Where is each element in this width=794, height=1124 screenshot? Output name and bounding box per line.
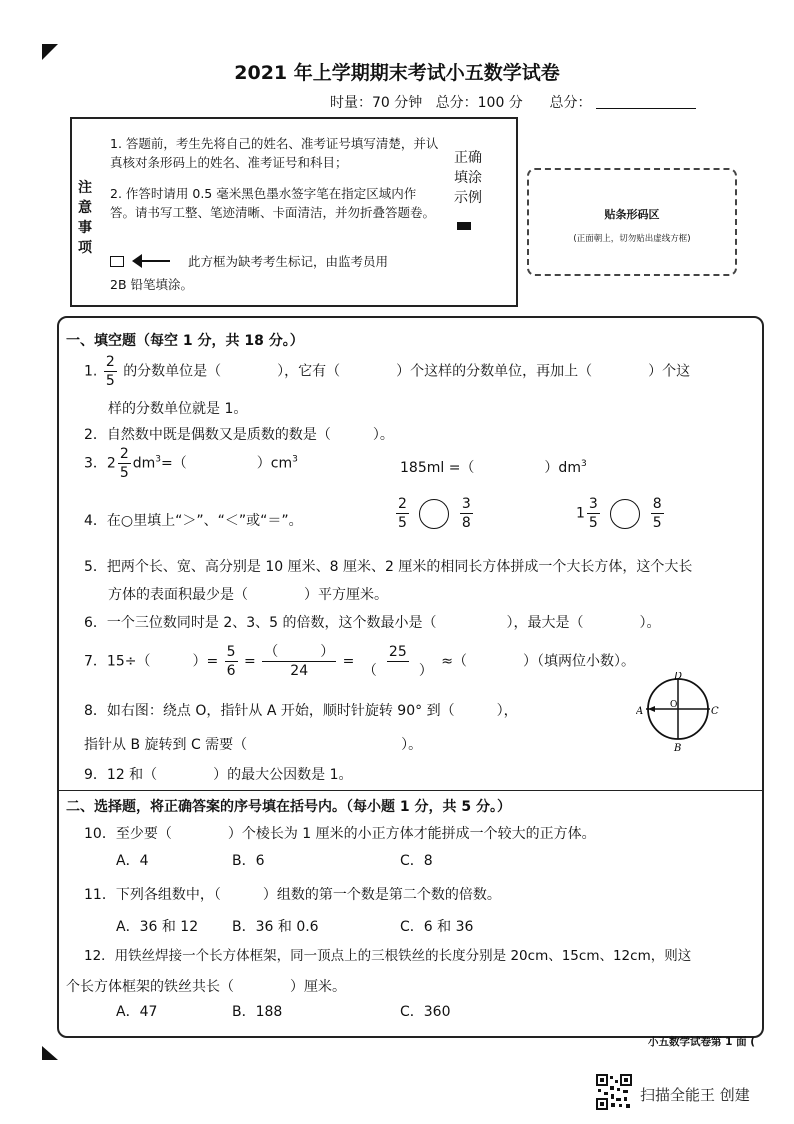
q4-frac-c [587,497,600,530]
q4-frac-d [651,497,664,530]
q7-frac-2 [262,645,336,678]
q7-frac-3 [361,645,435,678]
corner-mark-bottom [42,1046,58,1060]
frac-den: 5 [588,515,598,531]
pointer-arrow-icon [648,706,655,712]
question-5: 5．把两个长、宽、高分别是 10 厘米、8 厘米、2 厘米的相同长方体拼成一个大长方体，这个大长 [84,559,693,575]
question-8-cont: 指针从 B 旋转到 C 需要（ ）。 [84,737,423,753]
q1-text: 的分数单位是（ ），它有（ ）个这样的分数单位，再加上（ ）个这 [123,363,691,380]
q3-sup: 3 [155,454,162,465]
q3-number: 3． [84,455,107,472]
q7-end: ≈（ ）（填两位小数）。 [441,653,636,670]
frac-num: 3 [461,496,471,512]
q4-frac-b [460,497,473,530]
question-3 [84,447,298,480]
compare-circle[interactable] [419,499,449,529]
barcode-area [527,168,737,276]
q3-sup: 3 [292,454,298,465]
sample-label-line: 正确 [454,150,482,166]
absent-mark-text-2: 2B 铅笔填涂。 [110,277,194,292]
notice-vertical-label [78,178,96,258]
frac-den: 8 [461,515,471,531]
qr-code-icon [596,1074,632,1110]
frac-den: 6 [226,663,236,679]
frac-num: 2 [105,354,115,370]
score-label: 总分： [549,95,592,111]
frac-num: （ ） [264,644,335,660]
q10-option-c[interactable]: C．8 [400,853,433,869]
equals-sign: = [342,653,355,670]
sample-label-line: 示例 [454,190,482,206]
q4-compare-2 [576,497,666,530]
q3b-equation: 185ml =（ ）dm [400,460,581,476]
frac-num: 8 [652,496,662,512]
barcode-note: (正面朝上，切勿贴出虚线方框) [573,234,691,244]
q11-option-c[interactable]: C．6 和 36 [400,919,474,935]
notice-char: 项 [78,240,92,256]
score-blank[interactable] [596,95,696,109]
question-11: 11．下列各组数中，（ ）组数的第一个数是第二个数的倍数。 [84,887,501,903]
section1-heading: 一、填空题（每空 1 分，共 18 分。） [66,333,304,349]
question-1 [84,355,690,388]
q1-number: 1. [84,363,98,380]
question-12-cont: 个长方体框架的铁丝共长（ ）厘米。 [66,979,346,995]
notice-item-2: 2. 作答时请用 0.5 毫米黑色墨水签字笔在指定区域内作答。请书写工整、笔迹清晰、卡面清洁，并勿折叠答题卷。 [110,186,436,220]
sample-label-line: 填涂 [454,170,482,186]
question-6: 6．一个三位数同时是 2、3、5 的倍数，这个数最小是（ ），最大是（ ）。 [84,615,661,631]
q12-option-a[interactable]: A．47 [116,1004,158,1020]
q3-whole: 2 [106,455,116,472]
equals-sign: = [244,653,256,670]
barcode-title: 贴条形码区 [604,208,660,221]
q4-frac-a [396,497,409,530]
question-12: 12．用铁丝焊接一个长方体框架，同一顶点上的三根铁丝的长度分别是 20cm、15cm、12cm，则这 [84,948,692,964]
exam-info [330,92,696,112]
label-a: A [636,706,644,717]
notice-item-1: 1. 答题前，考生先将自己的姓名、准考证号填写清楚，并认真核对条形码上的姓名、准考证号和科目； [110,136,439,170]
q4-whole: 1 [576,505,585,522]
compare-circle[interactable] [610,499,640,529]
question-1-cont: 样的分数单位就是 1。 [108,401,248,417]
frac-den: 5 [398,515,407,531]
frac-den: 5 [105,373,115,389]
question-10: 10．至少要（ ）个棱长为 1 厘米的小正方体才能拼成一个较大的正方体。 [84,826,596,842]
q11-option-a[interactable]: A．36 和 12 [116,919,199,935]
label-o: O [670,700,678,710]
frac-num: 2 [398,496,407,512]
question-4: 4．在○里填上“＞”、“＜”或“＝”。 [84,513,303,529]
notice-char: 意 [78,200,92,216]
q12-option-b[interactable]: B．188 [232,1004,283,1020]
label-c: C [711,706,719,717]
frac-den: 24 [290,663,309,679]
q7-start: 7．15÷（ ）= [84,653,219,670]
q7-frac-1 [225,645,238,678]
label-d: D [674,672,683,682]
q10-option-a[interactable]: A．4 [116,853,149,869]
question-2: 2．自然数中既是偶数又是质数的数是（ ）。 [84,427,394,443]
time-label: 时量：70 分钟 [330,95,423,111]
sample-label [450,148,486,208]
frac-num: 3 [588,496,598,512]
section-divider [57,790,764,791]
q11-option-b[interactable]: B．36 和 0.6 [232,919,319,935]
absent-mark-text: 此方框为缺考考生标记，由监考员用 [187,254,388,269]
frac-num: 2 [119,446,129,462]
page-footer: 小五数学试卷第 1 面 ( [648,1036,756,1048]
question-5-cont: 方体的表面积最少是（ ）平方厘米。 [108,587,388,603]
question-7 [84,645,635,678]
q3-unit: dm [132,455,156,472]
notice-char: 注 [78,180,92,196]
exam-title: 2021 年上学期期末考试小五数学试卷 [234,62,560,84]
q3-sup: 3 [580,459,587,469]
label-b: B [674,743,682,754]
q4-compare-1 [394,497,475,530]
q1-fraction [104,355,117,388]
question-3b [400,457,587,477]
q12-option-c[interactable]: C．360 [400,1004,451,1020]
clock-diagram [636,672,722,756]
question-8: 8．如右图：绕点 O，指针从 A 开始，顺时针旋转 90° 到（ ）， [84,703,518,719]
q10-option-b[interactable]: B．6 [232,853,265,869]
arrow-left-icon [134,260,170,262]
total-label: 总分：100 分 [435,95,523,111]
absent-mark-row [110,252,460,271]
scanner-watermark: 扫描全能王 创建 [640,1086,750,1104]
q3-fraction [118,447,131,480]
frac-num: 5 [226,644,236,660]
frac-den: 5 [652,515,662,531]
question-9: 9．12 和（ ）的最大公因数是 1。 [84,767,353,783]
frac-den: （ ） [362,663,433,679]
filled-sample-mark [457,222,471,230]
frac-num: 25 [388,644,407,660]
q3-equation: =（ ）cm [161,455,293,472]
absent-checkbox[interactable] [110,256,124,267]
frac-den: 5 [119,465,129,481]
notice-char: 事 [78,220,92,236]
section2-heading: 二、选择题，将正确答案的序号填在括号内。（每小题 1 分，共 5 分。） [66,799,511,815]
